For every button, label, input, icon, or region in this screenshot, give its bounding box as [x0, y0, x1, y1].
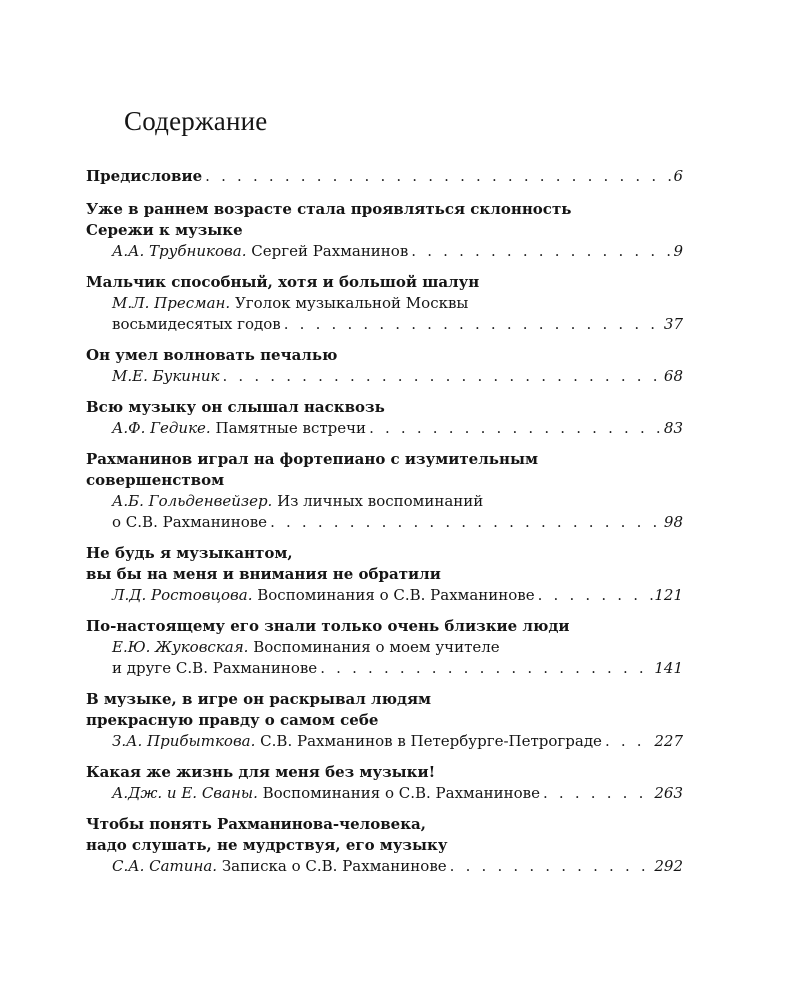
section-heading: Какая же жизнь для меня без музыки!	[86, 763, 436, 781]
author-name: С.А. Сатина.	[112, 857, 218, 875]
author-name: А.А. Трубникова.	[112, 242, 247, 260]
page-number: 98	[663, 513, 683, 531]
work-title: Воспоминания о С.В. Рахманинове	[262, 784, 540, 802]
toc-entry[interactable]	[86, 449, 683, 533]
work-title: Из личных воспоминаний	[277, 492, 484, 510]
work-title: Сергей Рахманинов	[251, 242, 409, 260]
toc-entry[interactable]	[86, 543, 683, 606]
author-name: А.Ф. Гедике.	[112, 419, 211, 437]
section-heading: надо слушать, не мудрствуя, его музыку	[86, 836, 448, 854]
section-heading: Всю музыку он слышал насквозь	[86, 398, 385, 416]
author-name: Л.Д. Ростовцова.	[112, 586, 253, 604]
toc-entry[interactable]	[86, 689, 683, 752]
page-number: 9	[673, 242, 683, 260]
toc-entry[interactable]	[86, 616, 683, 679]
section-heading: Рахманинов играл на фортепиано с изумительным	[86, 450, 539, 468]
author-name: А.Дж. и Е. Сваны.	[112, 784, 258, 802]
preface-label: Предисловие	[86, 167, 203, 185]
section-heading: прекрасную правду о самом себе	[86, 711, 379, 729]
author-name: М.Л. Пресман.	[112, 294, 231, 312]
author-name: А.Б. Гольденвейзер.	[112, 492, 273, 510]
work-title: Записка о С.В. Рахманинове	[221, 857, 447, 875]
toc-entry-preface[interactable]	[86, 166, 683, 187]
table-of-contents	[86, 166, 683, 887]
toc-entry[interactable]	[86, 762, 683, 804]
work-title: Воспоминания о С.В. Рахманинове	[257, 586, 535, 604]
page-number: 68	[663, 367, 683, 385]
section-heading: совершенством	[86, 471, 225, 489]
section-heading: По-настоящему его знали только очень близкие люди	[86, 617, 570, 635]
page-number: 37	[663, 315, 683, 333]
toc-entry[interactable]	[86, 272, 683, 335]
author-name: М.Е. Букиник	[112, 367, 220, 385]
page-number: 263	[654, 784, 683, 802]
section-heading: Он умел волновать печалью	[86, 346, 338, 364]
dot-leader	[267, 512, 664, 533]
dot-leader	[219, 366, 663, 387]
dot-leader	[602, 731, 654, 752]
dot-leader	[317, 658, 654, 679]
work-title: и друге С.В. Рахманинове	[112, 659, 318, 677]
section-heading: Чтобы понять Рахманинова-человека,	[86, 815, 426, 833]
dot-leader	[366, 418, 664, 439]
page-number: 292	[654, 857, 683, 875]
work-title: Воспоминания о моем учителе	[253, 638, 500, 656]
dot-leader	[408, 241, 673, 262]
dot-leader	[535, 585, 655, 606]
toc-entry[interactable]	[86, 345, 683, 387]
dot-leader	[281, 314, 664, 335]
page-number: 6	[673, 167, 683, 185]
section-heading: Уже в раннем возрасте стала проявляться склонность	[86, 200, 572, 218]
toc-entry[interactable]	[86, 397, 683, 439]
work-title: Уголок музыкальной Москвы	[234, 294, 469, 312]
page-number: 227	[654, 732, 683, 750]
author-name: З.А. Прибыткова.	[112, 732, 256, 750]
page-number: 141	[654, 659, 683, 677]
section-heading: Мальчик способный, хотя и большой шалун	[86, 273, 480, 291]
page-number: 83	[663, 419, 683, 437]
author-name: Е.Ю. Жуковская.	[112, 638, 249, 656]
section-heading: В музыке, в игре он раскрывал людям	[86, 690, 432, 708]
page-title: Содержание	[124, 106, 268, 137]
section-heading: Не будь я музыкантом,	[86, 544, 293, 562]
toc-entry[interactable]	[86, 814, 683, 877]
section-heading: Сережи к музыке	[86, 221, 243, 239]
dot-leader	[540, 783, 654, 804]
work-title: Памятные встречи	[215, 419, 367, 437]
work-title: восьмидесятых годов	[112, 315, 281, 333]
page-number: 121	[654, 586, 683, 604]
dot-leader	[202, 166, 673, 187]
toc-entry[interactable]	[86, 199, 683, 262]
work-title: о С.В. Рахманинове	[112, 513, 268, 531]
section-heading: вы бы на меня и внимания не обратили	[86, 565, 441, 583]
work-title: С.В. Рахманинов в Петербурге-Петрограде	[260, 732, 602, 750]
dot-leader	[447, 856, 655, 877]
